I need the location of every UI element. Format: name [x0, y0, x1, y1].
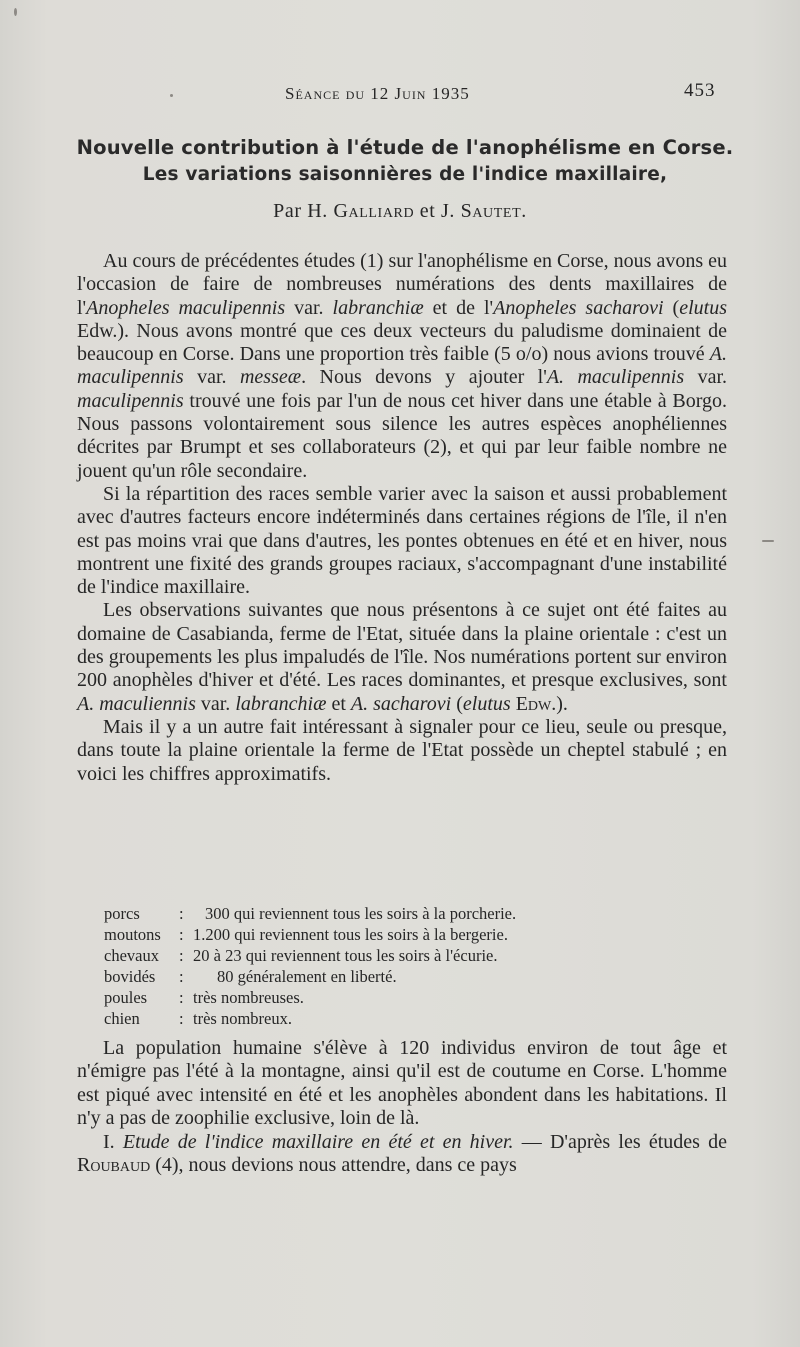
paragraph: La population humaine s'élève à 120 individus environ de tout âge et n'émigre pas l'été à la montagne, ainsi qu'il est de coutume en Corse. L'homme est piqué avec intensité en été et les anophèles abondent dans les habitations. Il n'y a pas de zoophilie exclusive, loin de là.	[77, 1037, 727, 1130]
livestock-table	[104, 903, 664, 1029]
livestock-colon: :	[179, 946, 184, 965]
livestock-detail: 20 à 23 qui reviennent tous les soirs à l'écurie.	[193, 946, 498, 965]
livestock-animal: chevaux	[104, 946, 159, 965]
livestock-colon: :	[179, 925, 184, 944]
paragraph: Au cours de précédentes études (1) sur l'anophélisme en Corse, nous avons eu l'occasion de faire de nombreuses numérations des dents maxillaires de l'Anopheles maculipennis var. labranchiæ et de l'Anopheles sacharovi (elutus Edw.). Nous avons montré que ces deux vecteurs du paludisme dominaient de beaucoup en Corse. Dans une proportion très faible (5 o/o) nous avions trouvé A. maculipennis var. messeæ. Nous devons y ajouter l'A. maculipennis var. maculipennis trouvé une fois par l'un de nous cet hiver dans une étable à Borgo. Nous passons volontairement sous silence les autres espèces anophéliennes décrites par Brumpt et ses collaborateurs (2), et qui par leur faible nombre ne jouent qu'un rôle secondaire.	[77, 250, 728, 482]
article-title	[60, 134, 750, 188]
author-galliard: Galliard	[333, 200, 415, 222]
paper-speck	[762, 540, 774, 542]
livestock-detail: 300 qui reviennent tous les soirs à la porcherie.	[205, 904, 517, 923]
title-line-2: Les variations saisonnières de l'indice maxillaire,	[142, 164, 668, 185]
article-body-bottom	[77, 1037, 727, 1177]
livestock-animal: poules	[104, 988, 148, 1007]
running-head	[0, 80, 800, 112]
livestock-colon: :	[179, 967, 184, 986]
livestock-detail: très nombreux.	[193, 1009, 292, 1028]
article-body-top	[77, 250, 727, 786]
livestock-colon: :	[179, 904, 184, 923]
byline	[0, 200, 800, 223]
livestock-animal: porcs	[104, 904, 140, 923]
livestock-animal: chien	[104, 1009, 140, 1028]
paper-speck	[14, 8, 17, 16]
livestock-detail: 80 généralement en liberté.	[217, 967, 397, 986]
author-sautet: Sautet.	[460, 200, 527, 222]
livestock-row	[104, 924, 664, 945]
title-line-1: Nouvelle contribution à l'étude de l'anophélisme en Corse.	[76, 136, 734, 159]
running-title: Séance du 12 Juin 1935	[285, 84, 470, 103]
livestock-colon: :	[179, 988, 184, 1007]
livestock-animal: bovidés	[104, 967, 156, 986]
livestock-row	[104, 1008, 664, 1029]
livestock-detail: très nombreuses.	[193, 988, 304, 1007]
livestock-row	[104, 966, 664, 987]
paragraph: Les observations suivantes que nous présentons à ce sujet ont été faites au domaine de Casabianda, ferme de l'Etat, située dans la plaine orientale : c'est un des groupements les plus impaludés de l'île. Nos numérations portent sur environ 200 anophèles d'hiver et d'été. Les races dominantes, et presque exclusives, sont A. maculiennis var. labranchiæ et A. sacharovi (elutus Edw.).	[77, 599, 727, 715]
byline-par: Par H.	[273, 200, 328, 222]
livestock-row	[104, 987, 664, 1008]
livestock-row	[104, 903, 664, 924]
paragraph: Mais il y a un autre fait intéressant à signaler pour ce lieu, seule ou presque, dans toute la plaine orientale la ferme de l'Etat possède un cheptel stabulé ; en voici les chiffres approximatifs.	[77, 715, 727, 785]
page-number: 453	[684, 80, 716, 101]
livestock-row	[104, 945, 664, 966]
paragraph: I. Etude de l'indice maxillaire en été et en hiver. — D'après les études de Roubaud (4), nous devions nous attendre, dans ce pays	[77, 1130, 727, 1177]
livestock-detail: 1.200 qui reviennent tous les soirs à la bergerie.	[193, 925, 508, 944]
livestock-animal: moutons	[104, 925, 161, 944]
byline-et: et J.	[419, 200, 456, 222]
livestock-colon: :	[179, 1009, 184, 1028]
paragraph: Si la répartition des races semble varier avec la saison et aussi probablement avec d'autres facteurs encore indéterminés dans certaines régions de l'île, il n'en est pas moins vrai que dans d'autres, les pontes obtenues en été et en hiver, nous montrent une fixité des grands groupes raciaux, s'accompagnant d'une instabilité de l'indice maxillaire.	[77, 482, 727, 599]
